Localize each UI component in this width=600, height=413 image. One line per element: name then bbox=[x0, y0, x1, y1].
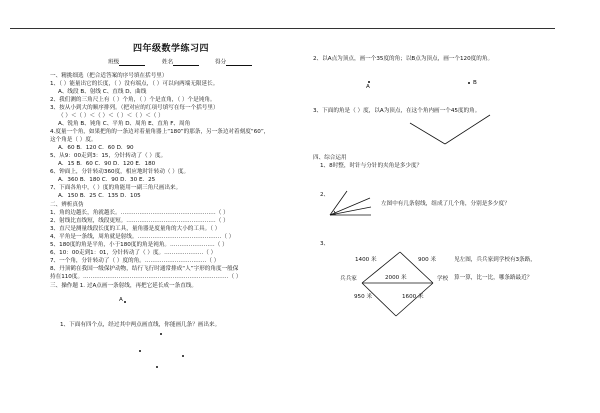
section-2-heading: 二、辨析真伪 bbox=[50, 202, 84, 208]
distance-label: 950 米 bbox=[354, 294, 373, 300]
judge-8-line-1: 8、丹顶鹤在我国一级保护动物，结行飞行时通常排成“人”字形的角度一般保 bbox=[50, 266, 239, 272]
judge-3: 3、直尺是测量线段长度的工具，量角器是度量角的大小的工具。（ ） bbox=[50, 226, 221, 232]
question-4-line-1: 4.度量一个角，如果把角的一条边对着量角器上“180”的那条，另一条边对着刻度“60”， bbox=[50, 129, 270, 135]
question-3-options: A、锐角 B、钝角 C、平角 D、周角 E、直角 F、周角 bbox=[58, 121, 191, 127]
judge-1: 1、角的边越长，角就越长。……………………………………………（ ） bbox=[50, 210, 229, 216]
point-a-label: A bbox=[119, 297, 123, 303]
question-5: 5、从9：00走到3：15，分针转动了（ ）度。 bbox=[50, 153, 167, 159]
question-7: 7、下面各角中，（ ）度的角能用一副三角尺画出来。 bbox=[50, 185, 182, 191]
applied-question-2-number: 2、 bbox=[320, 192, 330, 198]
applied-question-2: 左图中有几条射线，组成了几个角，分别是多少度？ bbox=[381, 201, 510, 207]
section-1-heading: 一、精挑细选（把合适答案的序号填在括号里） bbox=[50, 73, 168, 79]
question-7-options: A．150 B．25 C．135 D．105 bbox=[58, 193, 141, 199]
judge-8-line-2: 持在110度。……………………………………………………………………（ ） bbox=[50, 274, 242, 280]
home-label: 兵兵家 bbox=[340, 276, 357, 282]
operation-question-1: 1、下面有四个点，经过其中两点画直线，你能画几条？画出来。 bbox=[60, 322, 221, 328]
judge-2: 2、射线比直线短，线段更短。…………………………………………（ ） bbox=[50, 218, 229, 224]
route-map bbox=[362, 252, 433, 316]
right-point-b-label: B bbox=[473, 80, 477, 86]
question-1: 1、（ ）能量出它的长度，（ ）没有端点，（ ）可以向两端无限延长。 bbox=[50, 81, 219, 87]
question-3-order: （ ）＜（ ）＜（ ）＜（ ）＜（ ）＜（ ） bbox=[58, 113, 164, 119]
applied-question-3-number: 3、 bbox=[320, 241, 330, 247]
angle-figure bbox=[410, 115, 490, 144]
rays-figure bbox=[330, 191, 371, 215]
question-4-line-2: 这个角是（ ）度。 bbox=[50, 137, 97, 143]
school-label: 学校 bbox=[437, 276, 449, 282]
judge-4: 4、平角是一条线，周角就是射线。………………………………………（ ） bbox=[50, 234, 235, 240]
judge-7: 7、一个角，分针转动了（ ）度的角。……………………………（ ） bbox=[50, 258, 220, 264]
question-1-options: A、线段 B、射线 C、直线 D、曲线 bbox=[58, 89, 147, 95]
distance-label: 900 米 bbox=[418, 257, 437, 263]
class-label: 班级 bbox=[108, 59, 120, 66]
judge-6: 6、10：00走到1：01，分针转动了（ ）度。…………………（ ） bbox=[50, 250, 217, 256]
distance-label: 1400 米 bbox=[355, 257, 377, 263]
name-label: 姓名 bbox=[162, 59, 174, 66]
page-title: 四年级数学练习四 bbox=[133, 44, 210, 54]
section-4-heading: 四、综合运用 bbox=[313, 155, 347, 161]
question-6: 6、钟面上，分针转动360度，相应地时针转动（ ）度。 bbox=[50, 169, 190, 175]
applied-question-1: 1、8时整，时针与分针的夹角是多少度？ bbox=[320, 163, 423, 169]
question-4-options: A．60 B．120 C．60 D．90 bbox=[58, 145, 134, 151]
question-6-options: A．360 B．180 C．90 D．30 E．25 bbox=[58, 177, 156, 183]
applied-question-3-line-1: 见左图，兵兵家到学校有3条路， bbox=[454, 257, 536, 263]
section-3-heading: 三、操作题 1. 过A点画一条射线，再把它延长成一条直线。 bbox=[50, 283, 197, 289]
question-3: 3、按从小到大的顺序排列。（把对应的红项号填写在每一个括号里） bbox=[50, 105, 219, 111]
applied-question-3-line-2: 算一算，比一比，哪条路最近？ bbox=[454, 275, 533, 281]
distance-label: 2000 米 bbox=[385, 275, 407, 281]
right-point-a-label: A bbox=[366, 84, 370, 90]
judge-5: 5、180度的角是平角，小于180度的角是钝角。……………………（ ） bbox=[50, 242, 228, 248]
question-2: 2、我们测的三角尺上有（ ）个角，（ ）个是直角，（ ）个是钝角。 bbox=[50, 97, 216, 103]
score-label: 得分 bbox=[215, 59, 227, 66]
right-question-3: 3、下面的角是（ ）度，以A为顶点，在这个角内画一个45度的角。 bbox=[313, 108, 481, 114]
distance-label: 1600 米 bbox=[402, 294, 424, 300]
right-question-2: 2、以A点为顶点，画一个35度的角；以B点为顶点，画一个120度的角。 bbox=[313, 56, 494, 62]
question-5-options: A．15 B．60 C．90 D．120 E．180 bbox=[58, 161, 156, 167]
